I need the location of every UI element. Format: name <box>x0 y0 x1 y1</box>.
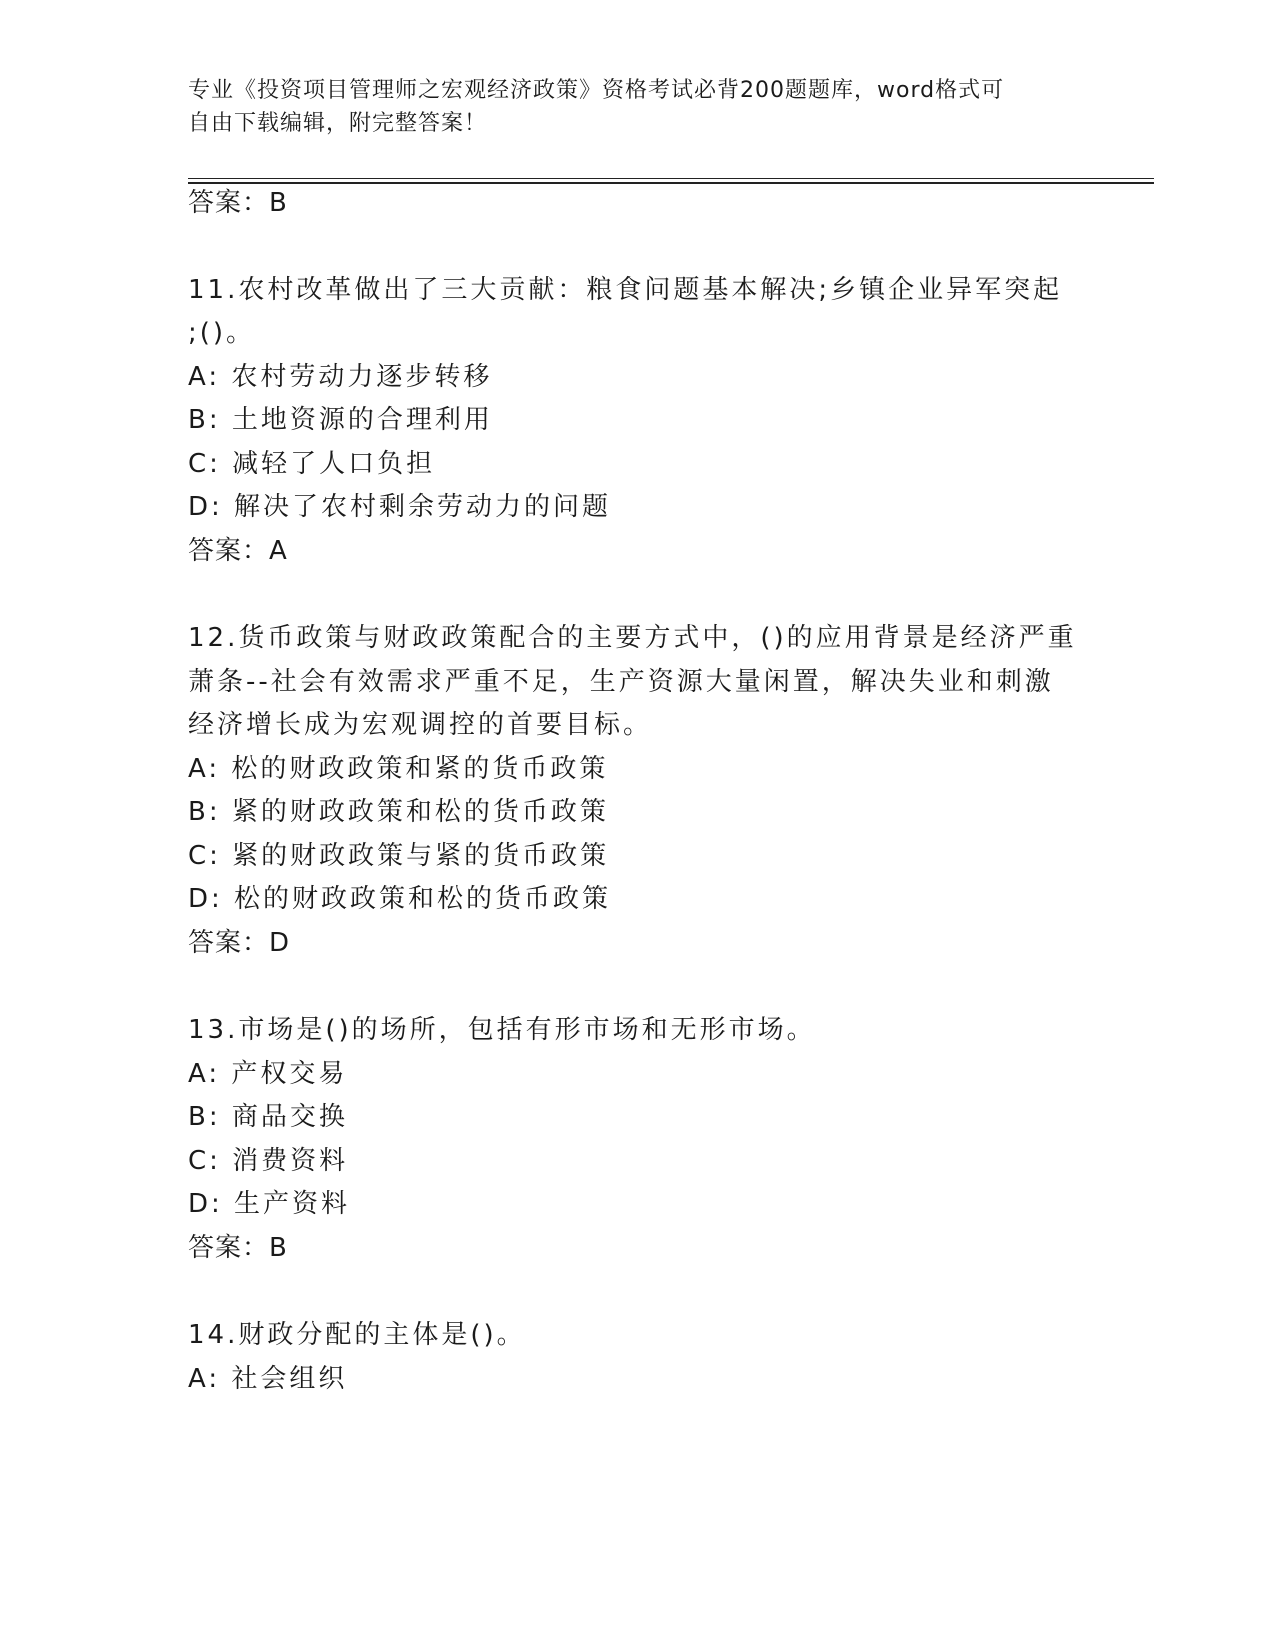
question-stem: 11.农村改革做出了三大贡献：粮食问题基本解决;乡镇企业异军突起 <box>188 275 1063 305</box>
answer-line: 答案：A <box>188 536 288 566</box>
answer-line: 答案：B <box>188 188 288 218</box>
question-stem: 经济增长成为宏观调控的首要目标。 <box>188 710 653 740</box>
option-c: C: 紧的财政政策与紧的货币政策 <box>188 841 610 871</box>
question-stem: ;()。 <box>188 318 256 348</box>
header-divider <box>188 182 1154 184</box>
option-b: B: 土地资源的合理利用 <box>188 405 493 435</box>
option-d: D: 松的财政政策和松的货币政策 <box>188 884 612 914</box>
option-d: D: 生产资料 <box>188 1189 351 1219</box>
option-a: A: 产权交易 <box>188 1059 348 1089</box>
answer-line: 答案：D <box>188 928 291 958</box>
option-a: A: 农村劳动力逐步转移 <box>188 362 493 392</box>
question-stem: 13.市场是()的场所，包括有形市场和无形市场。 <box>188 1015 816 1045</box>
option-b: B: 紧的财政政策和松的货币政策 <box>188 797 609 827</box>
option-a: A: 松的财政政策和紧的货币政策 <box>188 754 609 784</box>
question-stem: 14.财政分配的主体是()。 <box>188 1320 526 1350</box>
option-b: B: 商品交换 <box>188 1102 348 1132</box>
question-stem: 萧条--社会有效需求严重不足，生产资源大量闲置，解决失业和刺激 <box>188 667 1054 697</box>
option-d: D: 解决了农村剩余劳动力的问题 <box>188 492 612 522</box>
option-c: C: 减轻了人口负担 <box>188 449 436 479</box>
document-header <box>188 74 1068 140</box>
header-line: 自由下载编辑，附完整答案！ <box>188 111 488 136</box>
header-line: 专业《投资项目管理师之宏观经济政策》资格考试必背200题题库，word格式可 <box>188 78 1005 103</box>
option-c: C: 消费资料 <box>188 1146 349 1176</box>
question-stem: 12.货币政策与财政政策配合的主要方式中，()的应用背景是经济严重 <box>188 623 1077 653</box>
header-divider <box>188 178 1154 179</box>
answer-line: 答案：B <box>188 1233 288 1263</box>
option-a: A: 社会组织 <box>188 1364 348 1394</box>
